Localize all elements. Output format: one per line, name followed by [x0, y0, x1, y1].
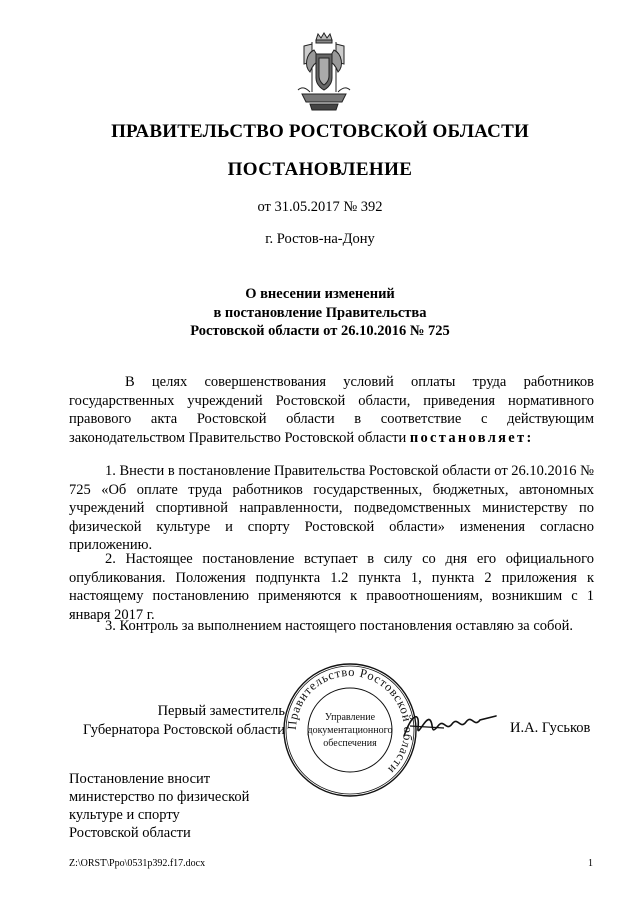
signer-position-line-1: Первый заместитель — [157, 703, 285, 719]
stamp-ring-text: Правительство Ростовской области — [284, 664, 416, 777]
subject-line-3: Ростовской области от 26.10.2016 № 725 — [190, 323, 450, 339]
item-3-paragraph: 3. Контроль за выполнением настоящего постановления оставляю за собой. — [105, 618, 574, 634]
preamble-paragraph — [69, 373, 594, 447]
stamp-center-line-3: обеспечения — [323, 738, 377, 749]
handwritten-signature-icon — [400, 706, 500, 744]
subject-line-2: в постановление Правительства — [213, 304, 427, 321]
document-subject — [0, 285, 640, 341]
note-line-2: министерство по физической — [69, 789, 250, 805]
coat-of-arms-icon — [292, 32, 356, 112]
preamble-text: В целях совершенствования условий оплаты труда работников государственных учреждений Ростовской области, приведения нормативного правового акта Ростовской области в соответствие с действующим законодательством Правительство Ростовской области — [69, 374, 594, 446]
item-1-paragraph: 1. Внести в постановление Правительства Ростовской области от 26.10.2016 № 725 «Об оплате труда работников государственных, бюджетных, автономных учреждений спортивной направленности, подведомственных министерству по физической культуре и спорту Ростовской области» изменения согласно приложению. — [69, 463, 595, 553]
note-line-4: Ростовской области — [69, 825, 191, 841]
footer-file-path: Z:\ORST\Ppo\0531p392.f17.docx — [69, 858, 206, 869]
government-title: ПРАВИТЕЛЬСТВО РОСТОВСКОЙ ОБЛАСТИ — [111, 121, 529, 142]
submitter-note — [69, 770, 309, 842]
stamp-center-line-1: Управление — [324, 712, 376, 723]
date-and-number: от 31.05.2017 № 392 — [257, 199, 383, 215]
signer-position — [69, 702, 285, 739]
decree-word: постановляет: — [409, 429, 534, 446]
document-type-title: ПОСТАНОВЛЕНИЕ — [227, 159, 413, 180]
note-line-3: культуре и спорту — [69, 807, 180, 823]
subject-line-1: О внесении изменений — [245, 286, 395, 302]
signer-name: И.А. Гуськов — [510, 720, 591, 736]
note-line-1: Постановление вносит — [69, 771, 211, 787]
stamp-center-line-2: документационного — [307, 725, 393, 736]
page-number: 1 — [588, 858, 593, 869]
signer-position-line-2: Губернатора Ростовской области — [82, 721, 285, 738]
city-line: г. Ростов-на-Дону — [265, 231, 375, 247]
item-2-paragraph: 2. Настоящее постановление вступает в силу со дня его официального опубликования. Положения подпункта 1.2 пункта 1, пункта 2 приложения к настоящему постановлению применяются к правоотношениям, возникшим с 1 января 2017 г. — [69, 551, 594, 623]
